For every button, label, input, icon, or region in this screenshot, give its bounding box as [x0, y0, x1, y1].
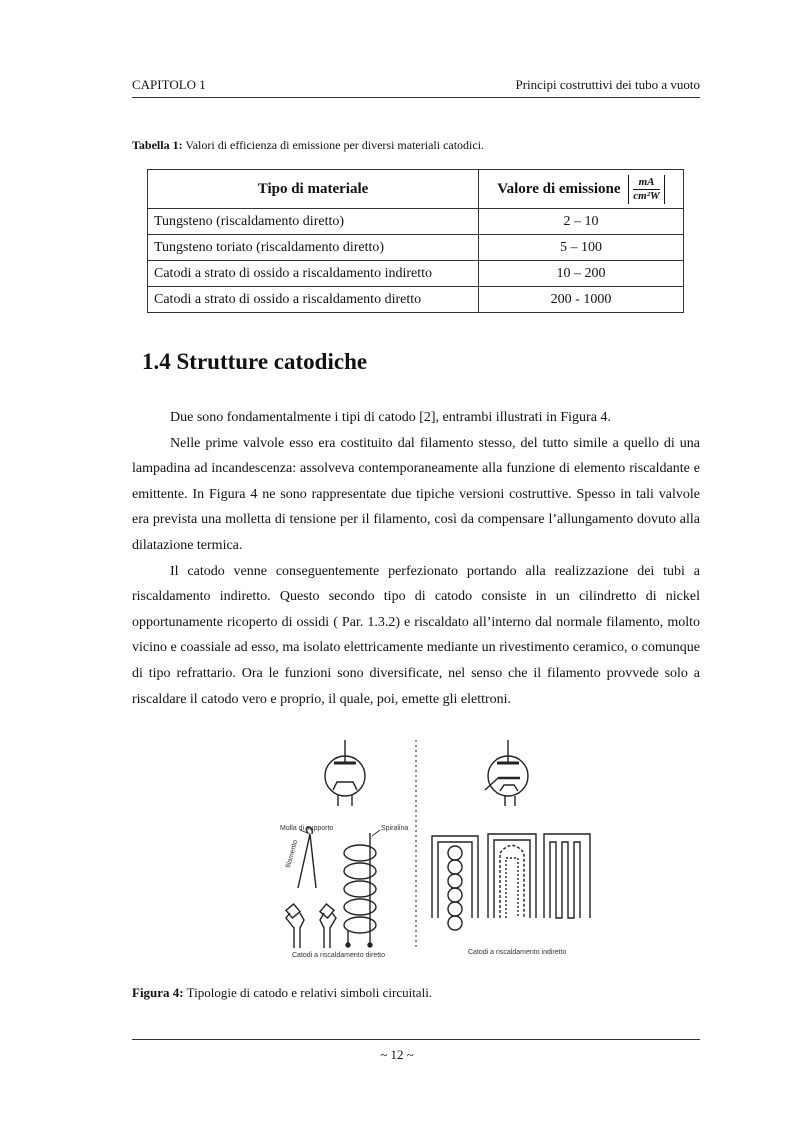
chapter-label: CAPITOLO 1 [132, 77, 206, 92]
table-caption [132, 138, 484, 153]
column-header-material: Tipo di materiale [148, 170, 479, 209]
table-caption-label: Tabella 1: [132, 138, 183, 152]
paragraph: Nelle prime valvole esso era costituito dal filamento stesso, del tutto simile a quello di una lampadina ad incandescenza: assolveva contemporaneamente alla funzione di elemento riscaldante e emittente. In Figura 4 ne sono rappresentate due tipiche versioni costruttive. Spesso in tali valvole era prevista una molletta di tensione per il filamento, così da compensare l’allungamento dovuto alla dilatazione termica. [132, 435, 700, 553]
unit-numerator: mA [633, 176, 660, 190]
figure-caption-label: Figura 4: [132, 985, 184, 1000]
figure-label-spiral: Spiralina [381, 825, 409, 832]
table-row [148, 287, 684, 313]
chapter-title: Principi costruttivi dei tubo a vuoto [515, 77, 700, 92]
footer-rule [132, 1039, 700, 1040]
emission-value-cell: 10 – 200 [479, 261, 684, 287]
indirect-cathode-drawing-2 [488, 834, 536, 918]
table-row [148, 209, 684, 235]
material-cell: Catodi a strato di ossido a riscaldamento diretto [148, 287, 479, 313]
emission-value-cell: 200 - 1000 [479, 287, 684, 313]
figure-label-spring: Molla di supporto [280, 825, 334, 832]
figure-label-indirect: Catodi a riscaldamento indiretto [468, 949, 567, 956]
figure-caption [132, 985, 432, 1001]
helical-filament-drawing [344, 830, 380, 947]
indirect-cathode-drawing-1 [432, 836, 478, 930]
figure-label-direct: Catodi a riscaldamento diretto [292, 952, 385, 959]
cathode-figure [270, 738, 592, 960]
emission-value-cell: 5 – 100 [479, 235, 684, 261]
emission-table [147, 169, 684, 313]
section-heading: 1.4 Strutture catodiche [142, 349, 368, 374]
indirect-heating-tube-symbol [485, 740, 528, 806]
unit-denominator: cm²W [633, 189, 660, 202]
material-cell: Tungsteno (riscaldamento diretto) [148, 209, 479, 235]
body-text [132, 405, 700, 712]
page-number: ~ 12 ~ [380, 1047, 414, 1062]
material-cell: Catodi a strato di ossido a riscaldamento indiretto [148, 261, 479, 287]
emission-value-cell: 2 – 10 [479, 209, 684, 235]
table-row [148, 235, 684, 261]
paragraph: Il catodo venne conseguentemente perfezionato portando alla realizzazione dei tubi a riscaldamento indiretto. Questo secondo tipo di catodo consiste in un cilindretto di nickel opportunamente ricoperto di ossidi ( Par. 1.3.2) e riscaldato all’interno dal normale filamento, molto vicino e coassiale ad esso, ma isolato elettricamente mediante un rivestimento ceramico, o comunque di tipo refrattario. Ora le funzioni sono diversificate, nel senso che il filamento provvede solo a riscaldare il catodo vero e proprio, il quale, poi, emette gli elettroni. [132, 563, 700, 707]
running-header [132, 77, 700, 98]
figure-caption-text: Tipologie di catodo e relativi simboli circuitali. [186, 985, 433, 1000]
material-cell: Tungsteno toriato (riscaldamento diretto) [148, 235, 479, 261]
paragraph: Due sono fondamentalmente i tipi di catodo [2], entrambi illustrati in Figura 4. [170, 410, 611, 425]
figure-label-filament: filamento [285, 839, 300, 869]
table-header-row [148, 170, 684, 209]
column-header-emission [479, 170, 684, 209]
direct-heating-tube-symbol [325, 740, 365, 806]
indirect-cathode-drawing-3 [544, 834, 590, 918]
table-caption-text: Valori di efficienza di emissione per diversi materiali catodici. [185, 138, 485, 152]
table-row [148, 261, 684, 287]
emission-unit [628, 175, 665, 204]
emission-header-text: Valore di emissione [497, 180, 621, 197]
